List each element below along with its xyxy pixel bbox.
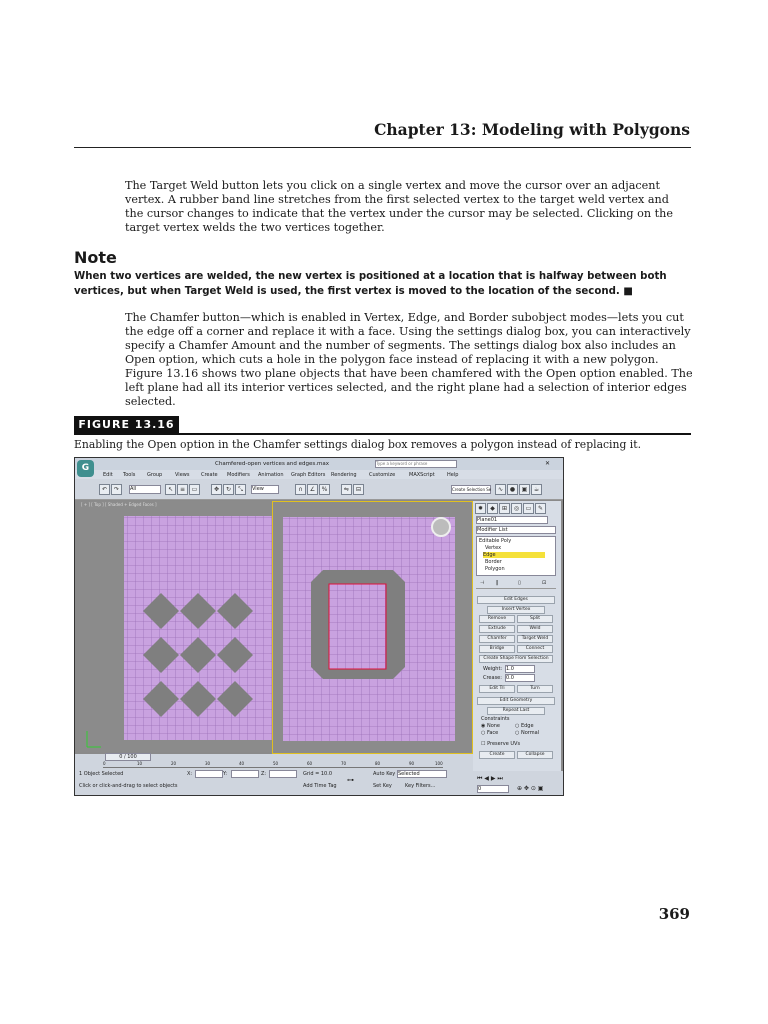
turn-button[interactable]: Turn xyxy=(517,685,553,693)
y-coordinate-field[interactable] xyxy=(231,770,259,778)
command-panel xyxy=(473,501,561,771)
menu-views[interactable]: Views xyxy=(175,472,190,478)
search-input[interactable]: Type a keyword or phrase xyxy=(375,460,457,468)
time-slider[interactable]: 0 / 100 xyxy=(105,753,151,761)
hierarchy-tab-icon[interactable]: ⊞ xyxy=(499,503,510,514)
viewport-navigation-icons[interactable]: ⊕ ✥ ⊙ ▣ xyxy=(517,785,544,792)
add-time-tag[interactable]: Add Time Tag xyxy=(303,783,337,789)
bridge-button[interactable]: Bridge xyxy=(479,645,515,653)
curve-editor-icon[interactable]: ∿ xyxy=(495,484,506,495)
page-number: 369 xyxy=(658,905,690,923)
set-key-button[interactable]: Set Key xyxy=(373,783,392,789)
z-label: Z: xyxy=(261,771,267,777)
header-rule xyxy=(74,147,691,148)
rotate-icon[interactable]: ↻ xyxy=(223,484,234,495)
modifier-list-select[interactable]: Modifier List xyxy=(476,526,556,534)
stack-tools xyxy=(476,579,556,589)
percent-snap-icon[interactable]: % xyxy=(319,484,330,495)
redo-icon[interactable]: ↷ xyxy=(111,484,122,495)
angle-snap-icon[interactable]: ∠ xyxy=(307,484,318,495)
timeline-track[interactable]: 0 10 20 30 40 50 60 70 80 90 100 xyxy=(103,761,443,766)
render-icon[interactable]: ☕ xyxy=(531,484,542,495)
window-title: Chamfered-open vertices and edges.max xyxy=(215,461,329,467)
menu-bar xyxy=(75,470,563,479)
motion-tab-icon[interactable]: ◎ xyxy=(511,503,522,514)
remove-button[interactable]: Remove xyxy=(479,615,515,623)
mirror-icon[interactable]: ⇋ xyxy=(341,484,352,495)
stack-editable-poly[interactable]: Editable Poly xyxy=(479,538,512,544)
key-mode-select[interactable]: Selected xyxy=(397,770,447,778)
figure-screenshot xyxy=(74,457,564,796)
viewport-right[interactable] xyxy=(272,501,473,754)
weld-button[interactable]: Weld xyxy=(517,625,553,633)
app-logo-icon[interactable]: G xyxy=(77,460,94,477)
insert-vertex-button[interactable]: Insert Vertex xyxy=(487,606,545,614)
stack-edge[interactable]: Edge xyxy=(483,552,545,558)
create-shape-button[interactable]: Create Shape From Selection xyxy=(479,655,553,663)
viewcube-icon xyxy=(432,518,450,536)
playback-icons[interactable]: ⏮ ◀ ▶ ⏭ xyxy=(477,775,503,782)
figure-caption: Enabling the Open option in the Chamfer settings dialog box removes a polygon instead of replacing it. xyxy=(74,438,642,451)
close-icon[interactable]: ✕ xyxy=(545,460,551,467)
constraint-none-radio[interactable]: ◉ None xyxy=(481,723,500,729)
move-icon[interactable]: ✥ xyxy=(211,484,222,495)
render-setup-icon[interactable]: ▣ xyxy=(519,484,530,495)
object-name-field[interactable]: Plane01 xyxy=(476,516,548,524)
crease-spinner[interactable]: 0.0 xyxy=(505,674,535,682)
weight-label: Weight: xyxy=(483,666,503,672)
right-plane-chamfered-edges xyxy=(273,502,472,753)
modifier-stack xyxy=(476,536,556,576)
stack-polygon[interactable]: Polygon xyxy=(485,566,505,572)
constraints-label: Constraints xyxy=(481,716,510,722)
grid-size: Grid = 10.0 xyxy=(303,771,332,777)
menu-create[interactable]: Create xyxy=(201,472,218,478)
select-by-name-icon[interactable]: ≡ xyxy=(177,484,188,495)
menu-tools[interactable]: Tools xyxy=(123,472,136,478)
x-coordinate-field[interactable] xyxy=(195,770,223,778)
x-label: X: xyxy=(187,771,193,777)
menu-maxscript[interactable]: MAXScript xyxy=(409,472,435,478)
selection-filter-select[interactable]: All xyxy=(129,485,161,494)
key-icon[interactable]: ⊶ xyxy=(347,776,354,784)
reference-coordinate-select[interactable]: View xyxy=(251,485,279,494)
crease-label: Crease: xyxy=(483,675,502,681)
show-end-result-icon[interactable]: ‖ xyxy=(496,580,499,586)
align-icon[interactable]: ⊟ xyxy=(353,484,364,495)
figure-label: FIGURE 13.16 xyxy=(74,416,179,434)
constraint-normal-radio[interactable]: ○ Normal xyxy=(515,730,540,736)
body-paragraph-2: The Chamfer button—which is enabled in Vertex, Edge, and Border subobject modes—lets you cut the edge off a corner and replace it with a face. Using the settings dialog box, you can interactively specify a Chamfer Amount and the number of segments. The settings dialog box also includes an Open option, which cuts a hole in the polygon face instead of replacing it with a new polygon. Figure 13.16 shows two plane objects that have been chamfered with the Open option enabled. The left plane had all its interior vertices selected, and the right plane had a selection of interior edges selected. xyxy=(125,311,693,408)
viewport-left[interactable] xyxy=(79,501,272,752)
menu-customize[interactable]: Customize xyxy=(369,472,396,478)
stack-border[interactable]: Border xyxy=(485,559,502,565)
constraint-edge-radio[interactable]: ○ Edge xyxy=(515,723,534,729)
snap-icon[interactable]: ∩ xyxy=(295,484,306,495)
select-region-icon[interactable]: ▭ xyxy=(189,484,200,495)
playback-controls xyxy=(473,771,563,795)
prompt-line: Click or click-and-drag to select objects xyxy=(79,783,178,789)
weight-spinner[interactable]: 1.0 xyxy=(505,665,535,673)
auto-key-button[interactable]: Auto Key xyxy=(373,771,396,777)
menu-animation[interactable]: Animation xyxy=(258,472,284,478)
undo-icon[interactable]: ↶ xyxy=(99,484,110,495)
viewport-label[interactable]: [ + ] [ Top ] [ Shaded + Edged Faces ] xyxy=(81,502,157,507)
body-paragraph-1: The Target Weld button lets you click on a single vertex and move the cursor over an adjacent vertex. A rubber band line stretches from the first selected vertex to the target weld vertex and the cursor changes to indicate that the vertex under the cursor may be selected. Clicking on the target vertex welds the two vertices together. xyxy=(125,179,673,234)
utilities-tab-icon[interactable]: ✎ xyxy=(535,503,546,514)
display-tab-icon[interactable]: ▭ xyxy=(523,503,534,514)
current-frame-field[interactable]: 0 xyxy=(477,785,509,793)
figure-rule xyxy=(74,433,691,435)
remove-modifier-icon[interactable]: ▯ xyxy=(518,580,521,586)
collapse-button[interactable]: Collapse xyxy=(517,751,553,759)
named-selection-set-select[interactable]: Create Selection Se xyxy=(452,487,492,492)
constraint-face-radio[interactable]: ○ Face xyxy=(481,730,499,736)
split-button[interactable]: Split xyxy=(517,615,553,623)
menu-edit[interactable]: Edit xyxy=(103,472,113,478)
y-label: Y: xyxy=(223,771,228,777)
create-button[interactable]: Create xyxy=(479,751,515,759)
key-filters-button[interactable]: Key Filters... xyxy=(405,783,436,789)
edit-edges-rollout[interactable]: Edit Edges xyxy=(477,596,555,604)
note-text: When two vertices are welded, the new vertex is positioned at a location that is halfway between both vertices, but when Target Weld is used, the first vertex is moved to the location of the second. ■ xyxy=(74,271,667,297)
modify-tab-icon[interactable]: ◆ xyxy=(487,503,498,514)
chapter-title: Chapter 13: Modeling with Polygons xyxy=(374,120,690,139)
edit-geometry-rollout[interactable]: Edit Geometry xyxy=(477,697,555,705)
repeat-last-button[interactable]: Repeat Last xyxy=(487,707,545,715)
menu-help[interactable]: Help xyxy=(447,472,459,478)
note-heading: Note xyxy=(74,248,117,267)
menu-modifiers[interactable]: Modifiers xyxy=(227,472,250,478)
menu-rendering[interactable]: Rendering xyxy=(331,472,357,478)
pin-stack-icon[interactable]: ⊣ xyxy=(480,580,485,586)
chamfer-button[interactable]: Chamfer xyxy=(479,635,515,643)
z-coordinate-field[interactable] xyxy=(269,770,297,778)
configure-sets-icon[interactable]: ⊡ xyxy=(542,580,547,586)
material-editor-icon[interactable]: ● xyxy=(507,484,518,495)
left-plane-chamfered-vertices xyxy=(79,501,272,752)
edit-tri-button[interactable]: Edit Tri xyxy=(479,685,515,693)
app-titlebar xyxy=(75,458,563,470)
preserve-uvs-checkbox[interactable]: ☐ Preserve UVs xyxy=(481,741,521,747)
status-bar xyxy=(75,754,473,795)
menu-group[interactable]: Group xyxy=(147,472,163,478)
select-object-icon[interactable]: ↖ xyxy=(165,484,176,495)
connect-button[interactable]: Connect xyxy=(517,645,553,653)
create-tab-icon[interactable]: ✹ xyxy=(475,503,486,514)
target-weld-button[interactable]: Target Weld xyxy=(517,635,553,643)
selection-count: 1 Object Selected xyxy=(79,771,124,777)
extrude-button[interactable]: Extrude xyxy=(479,625,515,633)
scale-icon[interactable]: ⤡ xyxy=(235,484,246,495)
menu-graph-editors[interactable]: Graph Editors xyxy=(291,472,326,478)
stack-vertex[interactable]: Vertex xyxy=(485,545,502,551)
main-toolbar xyxy=(75,479,563,500)
